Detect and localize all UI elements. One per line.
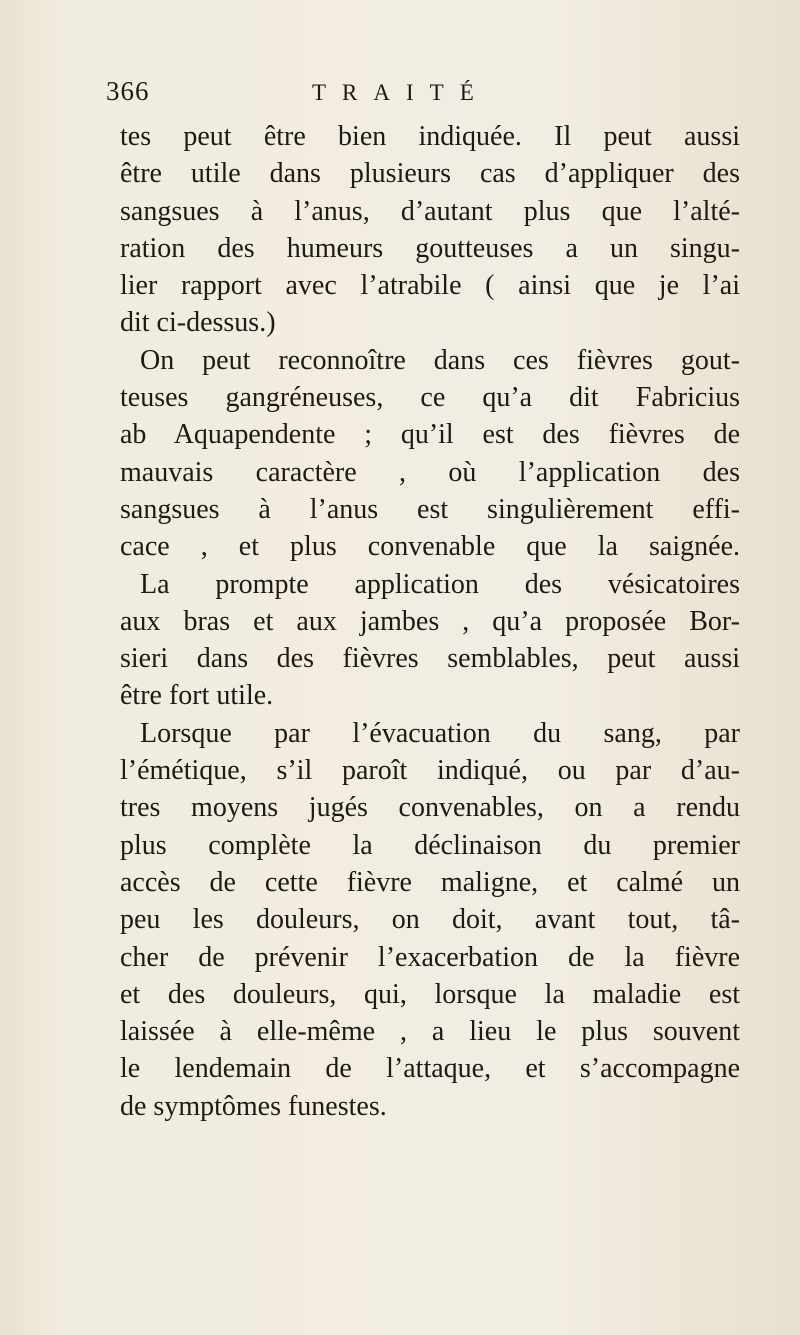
text-line: mauvais caractère , où l’application des	[120, 456, 740, 488]
body-text	[120, 118, 740, 1125]
text-line: Lorsque par l’évacuation du sang, par	[140, 717, 740, 749]
text-line: tes peut être bien indiquée. Il peut aussi	[120, 121, 740, 152]
text-line: plus complète la déclinaison du premier	[120, 829, 740, 861]
text-line: lier rapport avec l’atrabile ( ainsi que je l’ai	[120, 270, 740, 302]
text-line: ration des humeurs goutteuses a un singu-	[120, 232, 740, 264]
text-line: On peut reconnoître dans ces fièvres gout-	[140, 344, 740, 376]
text-line: ab Aquapendente ; qu’il est des fièvres de	[120, 419, 740, 451]
text-line: La prompte application des vésicatoires	[140, 568, 740, 600]
text-line: peu les douleurs, on doit, avant tout, tâ-	[120, 904, 740, 936]
text-line: cace , et plus convenable que la saignée.	[120, 531, 740, 563]
text-line: sieri dans des fièvres semblables, peut aussi	[120, 643, 740, 675]
text-line: le lendemain de l’attaque, et s’accompagne	[120, 1053, 740, 1085]
text-line: teuses gangréneuses, ce qu’a dit Fabricius	[120, 382, 740, 414]
text-line: de symptômes funestes.	[120, 1090, 387, 1122]
text-line: aux bras et aux jambes , qu’a proposée Bor-	[120, 605, 740, 637]
text-line: sangsues à l’anus est singulièrement effi-	[120, 493, 740, 525]
running-title: TRAITÉ	[312, 80, 490, 105]
text-line: dit ci-dessus.)	[120, 307, 276, 339]
text-line: cher de prévenir l’exacerbation de la fièvre	[120, 941, 740, 973]
page-number: 366	[106, 76, 150, 106]
text-line: sangsues à l’anus, d’autant plus que l’alté-	[120, 195, 740, 227]
text-line: accès de cette fièvre maligne, et calmé un	[120, 866, 740, 898]
text-line: et des douleurs, qui, lorsque la maladie est	[120, 978, 740, 1010]
text-line: être utile dans plusieurs cas d’appliquer des	[120, 158, 740, 190]
text-line: laissée à elle-même , a lieu le plus souvent	[120, 1016, 740, 1048]
page-header	[106, 76, 706, 116]
text-line: l’émétique, s’il paroît indiqué, ou par d’au-	[120, 755, 740, 787]
text-line: être fort utile.	[120, 680, 274, 712]
text-line: tres moyens jugés convenables, on a rendu	[120, 792, 740, 824]
